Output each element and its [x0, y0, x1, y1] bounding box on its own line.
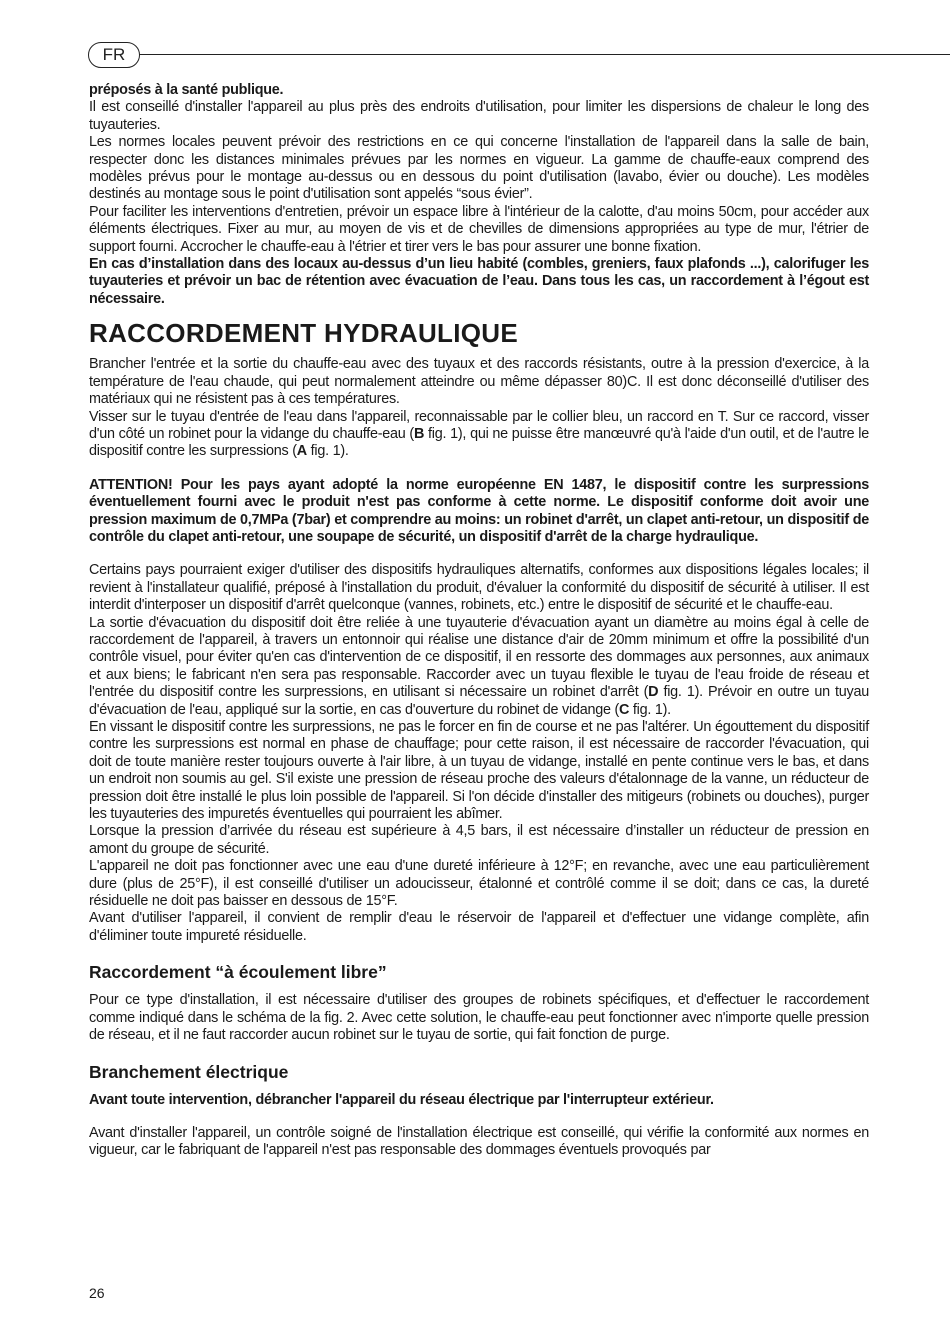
text-run: Visser sur le tuyau d'entrée de l'eau dans l'appareil, reconnaissable par le collier bleu, un raccord en T. Sur ce raccord, visser d'un côté un robinet pour la vidange du chauffe-eau ( [89, 408, 869, 442]
text-run: fig. 1), qui ne puisse être manœuvré qu'à l'aide d'un outil, et de l'autre le dispositif contre les surpressions ( [89, 425, 869, 460]
paragraph: Il est conseillé d'installer l'appareil au plus près des endroits d'utilisation, pour limiter les dispersions de chaleur le long des tuyauteries. [89, 99, 869, 133]
text-run: fig. 1). [306, 443, 349, 460]
paragraph: Avant d'installer l'appareil, un contrôle soigné de l'installation électrique est conseillé, qui vérifie la conformité aux normes en vigueur, car le fabriquant de l'appareil n'est pas responsable des dommages éventuels provoqués par [89, 1124, 869, 1159]
warning-paragraph: En cas d’installation dans des locaux au-dessus d’un lieu habité (combles, greniers, faux plafonds ...), calorifuger les tuyauteries et prévoir un bac de rétention avec évacuation de l’eau. Dans tous les cas, un raccordement à l’égout est nécessaire. [89, 256, 869, 307]
subsection-title: Branchement électrique [89, 1061, 289, 1082]
figure-ref: B [413, 425, 425, 442]
paragraph: Lorsque la pression d’arrivée du réseau est supérieure à 4,5 bars, il est nécessaire d’installer un réducteur de pression en amont du groupe de sécurité. [89, 823, 869, 857]
paragraph: Pour faciliter les interventions d'entretien, prévoir un espace libre à l'intérieur de la calotte, d'au moins 50cm, pour accéder aux éléments électriques. Fixer au mur, au moyen de vis et de chevilles de dimensions appropriées au type de mur, l'étrier de support fourni. Accrocher le chauffe-eau à l'étrier et tirer vers le bas pour assurer une bonne fixation. [89, 203, 869, 255]
paragraph [89, 409, 869, 461]
section-title: RACCORDEMENT HYDRAULIQUE [89, 318, 518, 349]
paragraph: Pour ce type d'installation, il est nécessaire d'utiliser des groupes de robinets spécifiques, et d'effectuer le raccordement comme indiqué dans le schéma de la fig. 2. Avec cette solution, le chauffe-eau peut fonctionner avec n'importe quelle pression de réseau, et il ne faut raccorder aucun robinet sur le tuyau de sortie, qui fait fonction de purge. [89, 992, 869, 1044]
paragraph: Les normes locales peuvent prévoir des restrictions en ce qui concerne l'installation de l'appareil dans la salle de bain, respecter donc les distances minimales prévues par les normes en vigueur. La gamme de chauffe-eaux comprend des modèles prévus pour le montage au-dessus ou en dessous du point d'utilisation (lavabo, évier ou douche). Les modèles destinés au montage sous le point d'utilisation sont appelés “sous évier”. [89, 134, 869, 203]
page-header [88, 42, 950, 70]
text-run: La sortie d'évacuation du dispositif doit être reliée à une tuyauterie d'évacuation ayant un diamètre au moins égal à celle de raccordement de l'appareil, à travers un entonnoir qui réalise une distance d'air de 20mm minimum et offre la possibilité d'un contrôle visuel, pour éviter qu'en cas d'intervention de ce dispositif, il en ressorte des dommages aux personnes, aux animaux et aux biens; le fabricant n'en sera pas responsable. Raccorder avec un tuyau flexible le tuyau de l'eau froide de réseau et l'entrée du dispositif contre les surpressions, en utilisant si nécessaire un robinet d'arrêt ( [89, 614, 869, 701]
paragraph: préposés à la santé publique. [89, 82, 284, 98]
paragraph [89, 615, 869, 719]
paragraph: L'appareil ne doit pas fonctionner avec une eau d'une dureté inférieure à 12°F; en revanche, avec une eau particulièrement dure (plus de 25°F), il est conseillé d'utiliser un adoucisseur, étalonné et contrôlé comme il se doit; dans ce cas, la dureté résiduelle ne doit pas baisser en dessous de 15°F. [89, 858, 869, 910]
attention-paragraph: ATTENTION! Pour les pays ayant adopté la norme européenne EN 1487, le dispositif contre les surpressions éventuellement fourni avec le produit n'est pas conforme à cette norme. Le dispositif conforme doit avoir une pression maximum de 0,7MPa (7bar) et comprendre au moins: un robinet d'arrêt, un clapet anti-retour, un dispositif de contrôle du clapet anti-retour, une soupape de sécurité, un dispositif d'arrêt de la charge hydraulique. [89, 476, 869, 545]
paragraph: Certains pays pourraient exiger d'utiliser des dispositifs hydrauliques alternatifs, conformes aux dispositions légales locales; il revient à l'installateur qualifié, préposé à l'installation du produit, d'évaluer la conformité du dispositif de sécurité à utiliser. Il est interdit d'interposer un dispositif d'arrêt quelconque (vannes, robinets, etc.) entre le dispositif de sécurité et le chauffe-eau. [89, 562, 869, 614]
language-badge: FR [88, 42, 140, 68]
document-body [89, 82, 869, 1160]
header-rule [138, 54, 950, 55]
text-run: fig. 1). Prévoir en outre un tuyau d'évacuation de l'eau, appliqué sur la sortie, en cas d'ouverture du robinet de vidange ( [89, 684, 869, 718]
paragraph: Brancher l'entrée et la sortie du chauffe-eau avec des tuyaux et des raccords résistants, outre à la pression d'exercice, à la température de l'eau chaude, qui peut normalement atteindre ou même dépasser 80)C. Il est donc déconseillé d'utiliser des matériaux qui ne résistent pas à ces températures. [89, 356, 869, 408]
figure-ref: C [619, 701, 630, 718]
text-run: fig. 1). [629, 701, 671, 718]
warning-paragraph: Avant toute intervention, débrancher l'appareil du réseau électrique par l'interrupteur extérieur. [89, 1091, 714, 1108]
page-number: 26 [89, 1285, 105, 1301]
paragraph: Avant d'utiliser l'appareil, il convient de remplir d'eau le réservoir de l'appareil et d'effectuer une vidange complète, afin d'éliminer toute impureté résiduelle. [89, 910, 869, 944]
paragraph: En vissant le dispositif contre les surpressions, ne pas le forcer en fin de course et ne pas l'altérer. Un égouttement du dispositif contre les surpressions est normal en phase de chauffage; pour cette raison, il est nécessaire de raccorder l'évacuation, qui doit de toute manière rester toujours ouverte à l'air libre, à un tuyau de vidange, installé en pente continue vers le bas, et dans un endroit non soumis au gel. S'il existe une pression de réseau proche des valeurs d'étalonnage de la vanne, un réducteur de pression doit être installé le plus loin possible de l'appareil. Si l'on décide d'installer des mitigeurs (robinets ou douches), purger les tuyauteries des impuretés éventuelles qui pourraient les abîmer. [89, 719, 869, 823]
figure-ref: D [648, 684, 659, 701]
subsection-title: Raccordement “à écoulement libre” [89, 962, 387, 983]
figure-ref: A [296, 443, 307, 460]
